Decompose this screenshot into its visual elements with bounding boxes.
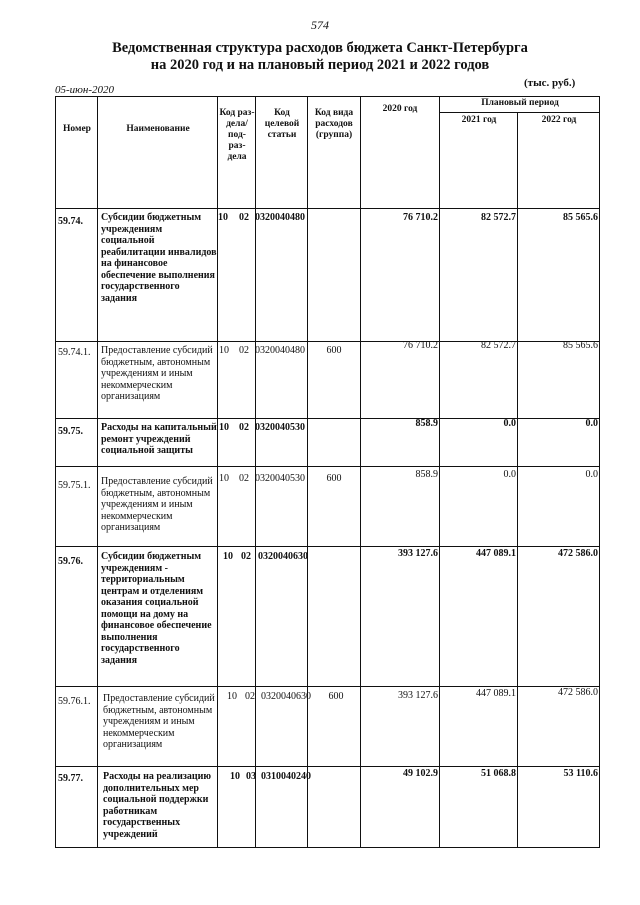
row-value-2021: 51 068.8: [481, 768, 516, 779]
header-target: Код целевой статьи: [264, 108, 300, 140]
row-value-2022: 472 586.0: [558, 548, 598, 559]
row-value-2020: 858.9: [415, 469, 438, 480]
row-number: 59.77.: [58, 773, 83, 784]
row-value-2020: 858.9: [415, 418, 438, 429]
row-value-2020: 76 710.2: [403, 340, 438, 351]
row-podrazdel: 02: [241, 551, 251, 562]
row-value-2022: 85 565.6: [563, 212, 598, 223]
row-name: Предоставление субсидий бюджетным, автономным учреждениям и иным некоммерческим организациям: [101, 345, 213, 402]
row-vid: 600: [326, 345, 342, 356]
row-number: 59.74.: [58, 216, 83, 227]
header-vid: Код вида расходов (группа): [314, 108, 354, 140]
row-name: Субсидии бюджетным учреждениям социальной реабилитации инвалидов на финансовое обеспечение выполнения государственного задания: [101, 212, 217, 304]
row-value-2021: 0.0: [503, 418, 516, 429]
row-value-2021: 447 089.1: [476, 548, 516, 559]
report-date: 05-июн-2020: [55, 84, 115, 96]
budget-table: [55, 96, 600, 848]
row-razdel: 10: [219, 422, 229, 433]
row-value-2020: 393 127.6: [398, 690, 438, 701]
row-podrazdel: 02: [239, 212, 249, 223]
row-podrazdel: 02: [239, 422, 249, 433]
row-value-2022: 472 586.0: [558, 687, 598, 698]
row-razdel: 10: [230, 771, 240, 782]
header-2021: 2021 год: [461, 115, 497, 125]
row-value-2020: 49 102.9: [403, 768, 438, 779]
row-number: 59.75.: [58, 426, 83, 437]
row-name: Расходы на капитальный ремонт учреждений социальной защиты: [101, 422, 217, 456]
title-line-1: Ведомственная структура расходов бюджета Санкт-Петербурга: [112, 40, 528, 56]
row-target: 0320040530: [255, 422, 305, 433]
page-number: 574: [311, 18, 329, 32]
row-number: 59.76.: [58, 556, 83, 567]
row-value-2022: 53 110.6: [563, 768, 598, 779]
header-2020: 2020 год: [382, 104, 418, 114]
row-value-2022: 0.0: [585, 418, 598, 429]
row-number: 59.75.1.: [58, 480, 91, 491]
row-value-2021: 82 572.7: [481, 340, 516, 351]
header-name: Наименование: [126, 124, 190, 134]
row-razdel: 10: [219, 473, 229, 484]
row-value-2022: 0.0: [585, 469, 598, 480]
header-2022: 2022 год: [541, 115, 577, 125]
row-razdel: 10: [218, 212, 228, 223]
title-line-2: на 2020 год и на плановый период 2021 и 2022 годов: [150, 57, 490, 73]
row-number: 59.76.1.: [58, 696, 91, 707]
row-name: Предоставление субсидий бюджетным, автономным учреждениям и иным некоммерческим организациям: [101, 476, 213, 533]
header-plan: Плановый период: [481, 98, 559, 108]
header-razdel: Код раз- дела/ под- раз- дела: [219, 108, 255, 162]
row-target: 0320040630: [261, 691, 311, 702]
row-name: Расходы на реализацию дополнительных мер социальной поддержки работникам государственных учреждений: [103, 771, 212, 840]
row-target: 0320040480: [255, 345, 305, 356]
units-label: (тыс. руб.): [524, 77, 576, 89]
row-target: 0320040530: [255, 473, 305, 484]
row-vid: 600: [326, 473, 342, 484]
row-podrazdel: 02: [245, 691, 255, 702]
row-value-2020: 76 710.2: [403, 212, 438, 223]
row-value-2020: 393 127.6: [398, 548, 438, 559]
row-razdel: 10: [227, 691, 237, 702]
row-podrazdel: 03: [246, 771, 256, 782]
row-name: Субсидии бюджетным учреждениям - территориальным центрам и отделениям оказания социальной помощи на дому на финансовое обеспечение выполнения государственного задания: [101, 551, 212, 666]
row-value-2021: 82 572.7: [481, 212, 516, 223]
row-value-2022: 85 565.6: [563, 340, 598, 351]
row-target: 0310040240: [261, 771, 311, 782]
page-title: [0, 40, 640, 74]
row-podrazdel: 02: [239, 345, 249, 356]
header-number: Номер: [63, 124, 91, 134]
row-razdel: 10: [223, 551, 233, 562]
row-target: 0320040480: [255, 212, 305, 223]
row-razdel: 10: [219, 345, 229, 356]
row-name: Предоставление субсидий бюджетным, автономным учреждениям и иным некоммерческим организациям: [103, 693, 215, 750]
row-value-2021: 447 089.1: [476, 688, 516, 699]
row-target: 0320040630: [258, 551, 308, 562]
row-number: 59.74.1.: [58, 347, 91, 358]
row-podrazdel: 02: [239, 473, 249, 484]
row-vid: 600: [328, 691, 344, 702]
row-value-2021: 0.0: [503, 469, 516, 480]
